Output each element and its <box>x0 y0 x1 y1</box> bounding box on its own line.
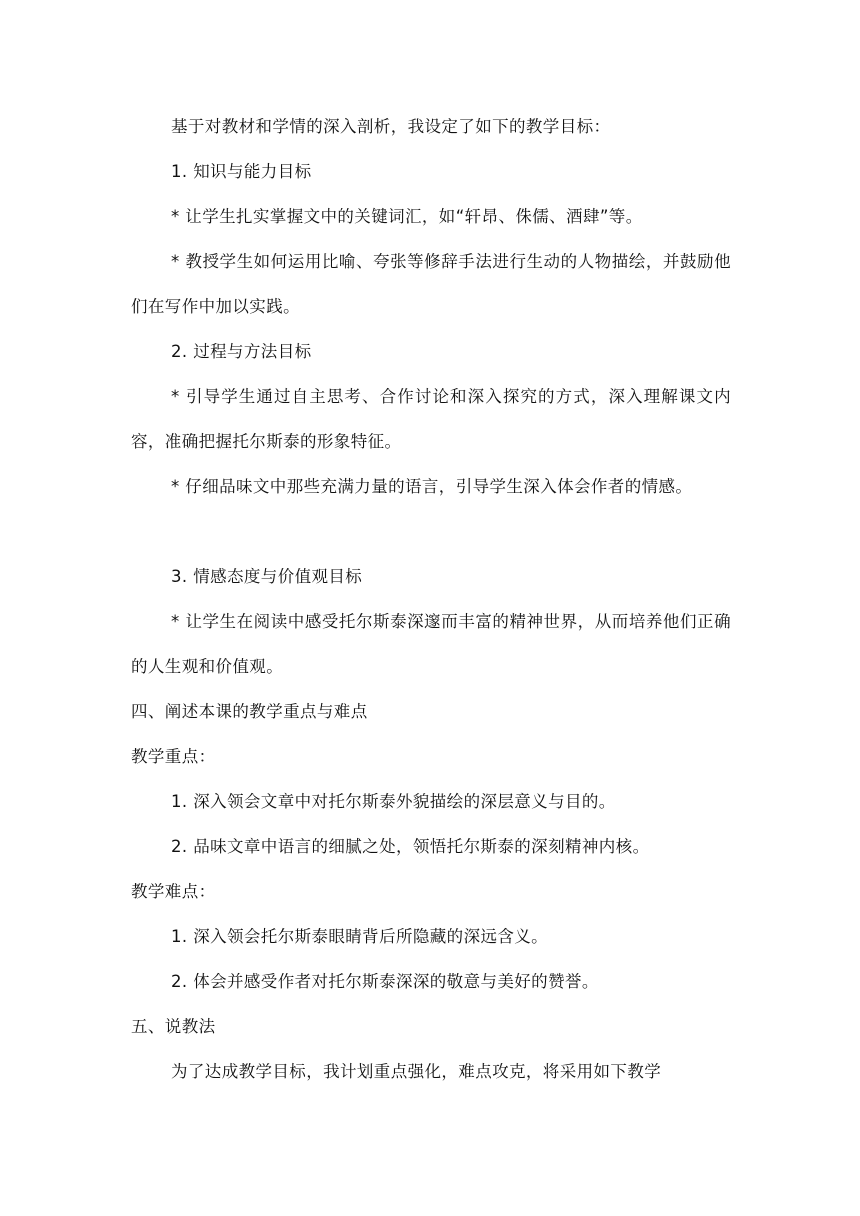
goal-heading-knowledge: 1. 知识与能力目标 <box>171 162 312 181</box>
key-point-1: 1. 深入领会文章中对托尔斯泰外貌描绘的深层意义与目的。 <box>171 792 616 811</box>
goal-item-language: * 仔细品味文中那些充满力量的语言，引导学生深入体会作者的情感。 <box>171 477 693 496</box>
key-point-2: 2. 品味文章中语言的细腻之处，领悟托尔斯泰的深刻精神内核。 <box>171 837 650 856</box>
methods-paragraph: 为了达成教学目标，我计划重点强化，难点攻克，将采用如下教学 <box>171 1062 662 1081</box>
goal-item-inquiry: * 引导学生通过自主思考、合作讨论和深入探究的方式，深入理解课文内容，准确把握托尔斯泰的形象特征。 <box>131 387 731 451</box>
key-points-label: 教学重点： <box>131 747 216 766</box>
goal-heading-attitude: 3. 情感态度与价值观目标 <box>171 567 363 586</box>
difficulty-2: 2. 体会并感受作者对托尔斯泰深深的敬意与美好的赞誉。 <box>171 972 599 991</box>
section-heading-methods: 五、说教法 <box>131 1017 216 1036</box>
goal-item-rhetoric: * 教授学生如何运用比喻、夸张等修辞手法进行生动的人物描绘，并鼓励他们在写作中加以实践。 <box>131 252 731 316</box>
intro-paragraph: 基于对教材和学情的深入剖析，我设定了如下的教学目标： <box>171 117 611 136</box>
goal-item-values: * 让学生在阅读中感受托尔斯泰深邃而丰富的精神世界，从而培养他们正确的人生观和价值观。 <box>131 612 731 676</box>
goal-heading-process: 2. 过程与方法目标 <box>171 342 312 361</box>
goal-item-vocabulary: * 让学生扎实掌握文中的关键词汇，如“轩昂、侏儒、酒肆”等。 <box>171 207 643 226</box>
difficulties-label: 教学难点： <box>131 882 216 901</box>
section-heading-key-points: 四、阐述本课的教学重点与难点 <box>131 702 368 721</box>
difficulty-1: 1. 深入领会托尔斯泰眼睛背后所隐藏的深远含义。 <box>171 927 549 946</box>
